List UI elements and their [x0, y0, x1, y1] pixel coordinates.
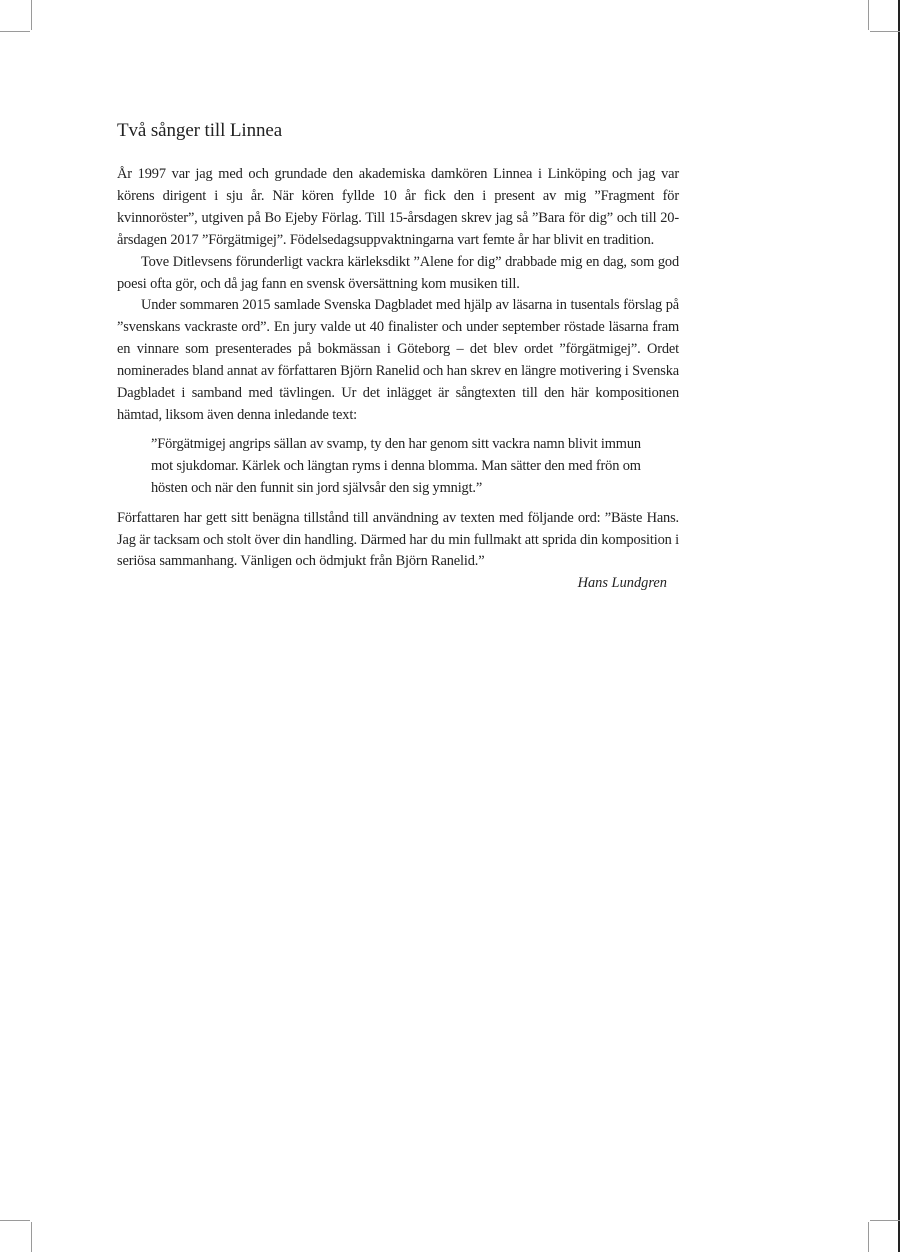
paragraph-ditlevsen: Tove Ditlevsens förunderligt vackra kärleksdikt ”Alene for dig” drabbade mig en dag, som god poesi ofta gör, och då jag fann en svensk översättning kom musiken till. [117, 253, 679, 292]
crop-mark-bottom-left-horizontal [0, 1220, 30, 1221]
page-title: Två sånger till Linnea [117, 120, 283, 141]
crop-mark-bottom-left-vertical [31, 1222, 32, 1252]
crop-mark-top-left-vertical [31, 0, 32, 30]
paragraph-closing: Författaren har gett sitt benägna tillstånd till användning av texten med följande ord: ”Bäste Hans. Jag är tacksam och stolt över din handling. Därmed har du min fullmakt att sprida din komposition i seriösa sammanhang. Vänligen och ödmjukt från Björn Ranelid.” [117, 509, 679, 570]
crop-mark-bottom-right-horizontal [870, 1220, 900, 1221]
paragraph-intro: År 1997 var jag med och grundade den akademiska damkören Linnea i Linköping och jag var körens dirigent i sju år. När kören fyllde 10 år fick den i present av mig ”Fragment för kvinnoröster”, utgiven på Bo Ejeby Förlag. Till 15-årsdagen skrev jag så ”Bara för dig” och till 20-årsdagen 2017 ”Förgätmigej”. Födelsedagsuppvaktningarna vart femte år har blivit en tradition. [117, 166, 679, 248]
paragraph-svd: Under sommaren 2015 samlade Svenska Dagbladet med hjälp av läsarna in tusentals förslag på ”svenskans vackraste ord”. En jury valde ut 40 finalister och under september röstade läsarna fram en vinnare som presenterades på bokmässan i Göteborg – det blev ordet ”förgätmigej”. Ordet nominerades bland annat av författaren Björn Ranelid och han skrev en längre motivering i Svenska Dagbladet i samband med tävlingen. Ur det inlägget är sångtexten till den här kompositionen hämtad, liksom även denna inledande text: [117, 297, 679, 423]
crop-mark-top-left-horizontal [0, 31, 30, 32]
crop-mark-top-right-vertical [868, 0, 869, 30]
text-block [117, 120, 679, 595]
crop-mark-bottom-right-vertical [868, 1222, 869, 1252]
block-quote: ”Förgätmigej angrips sällan av svamp, ty den har genom sitt vackra namn blivit immun mot sjukdomar. Kärlek och längtan ryms i denna blomma. Man sätter den med frön om hösten och när den funnit sin jord självsår den sig ymnigt.” [151, 435, 641, 496]
author-signature: Hans Lundgren [577, 575, 667, 592]
crop-mark-top-right-horizontal [870, 31, 900, 32]
